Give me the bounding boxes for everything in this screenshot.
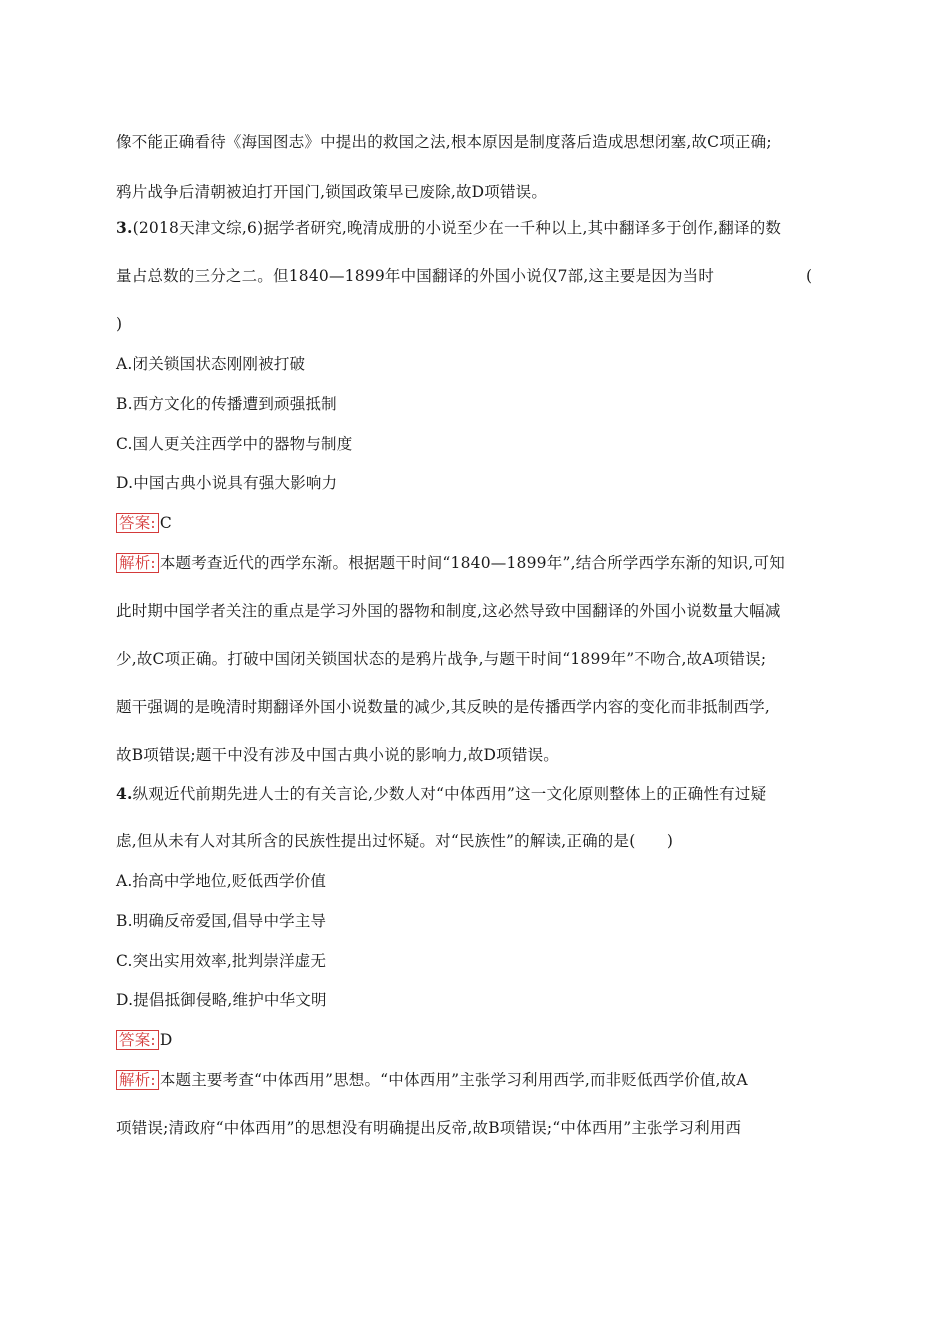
q4-answer-value: D: [159, 1031, 173, 1049]
q3-analysis-line-3: 少,故C项正确。打破中国闭关锁国状态的是鸦片战争,与题干时间“1899年”不吻合,故A项错误;: [116, 650, 767, 668]
q3-stem-line-2: [116, 266, 816, 286]
q4-answer-row: [116, 1030, 172, 1050]
q3-stem-text-1: (2018天津文综,6)据学者研究,晚清成册的小说至少在一千种以上,其中翻译多于创作,翻译的数: [132, 219, 782, 237]
q3-analysis-label: 解析:: [116, 553, 159, 573]
q4-analysis-line-2: 项错误;清政府“中体西用”的思想没有明确提出反帝,故B项错误;“中体西用”主张学习利用西: [116, 1119, 742, 1137]
q3-option-c: C.国人更关注西学中的器物与制度: [116, 435, 353, 453]
q3-option-d: D.中国古典小说具有强大影响力: [116, 474, 338, 492]
q4-analysis-line-1: [116, 1070, 748, 1090]
prev-analysis-line-1: 像不能正确看待《海国图志》中提出的救国之法,根本原因是制度落后造成思想闭塞,故C项正确;: [116, 133, 772, 151]
q4-number: 4.: [116, 784, 133, 803]
q4-stem-line-1: [116, 784, 766, 804]
q3-answer-value: C: [159, 514, 172, 532]
q3-analysis-line-2: 此时期中国学者关注的重点是学习外国的器物和制度,这必然导致中国翻译的外国小说数量大幅减: [116, 602, 781, 620]
q4-option-b: B.明确反帝爱国,倡导中学主导: [116, 912, 327, 930]
q3-answer-row: [116, 513, 172, 533]
q4-answer-label: 答案:: [116, 1030, 159, 1050]
q3-paren-close: ): [116, 315, 123, 333]
q3-number: 3.: [116, 218, 133, 237]
q4-option-a: A.抬高中学地位,贬低西学价值: [116, 872, 327, 890]
q4-stem-line-2: 虑,但从未有人对其所含的民族性提出过怀疑。对“民族性”的解读,正确的是( ): [116, 832, 674, 850]
q3-stem-text-2: 量占总数的三分之二。但1840—1899年中国翻译的外国小说仅7部,这主要是因为当时: [116, 267, 715, 285]
prev-analysis-line-2: 鸦片战争后清朝被迫打开国门,锁国政策早已废除,故D项错误。: [116, 183, 548, 201]
q4-stem-text-1: 纵观近代前期先进人士的有关言论,少数人对“中体西用”这一文化原则整体上的正确性有过疑: [132, 785, 767, 803]
q3-stem-line-1: [116, 218, 781, 238]
q3-option-a: A.闭关锁国状态刚刚被打破: [116, 355, 306, 373]
q3-analysis-line-4: 题干强调的是晚清时期翻译外国小说数量的减少,其反映的是传播西学内容的变化而非抵制西学,: [116, 698, 770, 716]
q3-analysis-line-1: [116, 553, 785, 573]
q4-analysis-text-1: 本题主要考查“中体西用”思想。“中体西用”主张学习利用西学,而非贬低西学价值,故A: [159, 1071, 748, 1089]
q4-analysis-label: 解析:: [116, 1070, 159, 1090]
q3-paren-open: (: [806, 267, 813, 285]
q3-analysis-text-1: 本题考查近代的西学东渐。根据题干时间“1840—1899年”,结合所学西学东渐的知识,可知: [159, 554, 785, 572]
q3-option-b: B.西方文化的传播遭到顽强抵制: [116, 395, 337, 413]
q4-option-c: C.突出实用效率,批判崇洋虚无: [116, 952, 327, 970]
q3-answer-label: 答案:: [116, 513, 159, 533]
q3-analysis-line-5: 故B项错误;题干中没有涉及中国古典小说的影响力,故D项错误。: [116, 746, 559, 764]
q4-option-d: D.提倡抵御侵略,维护中华文明: [116, 991, 327, 1009]
